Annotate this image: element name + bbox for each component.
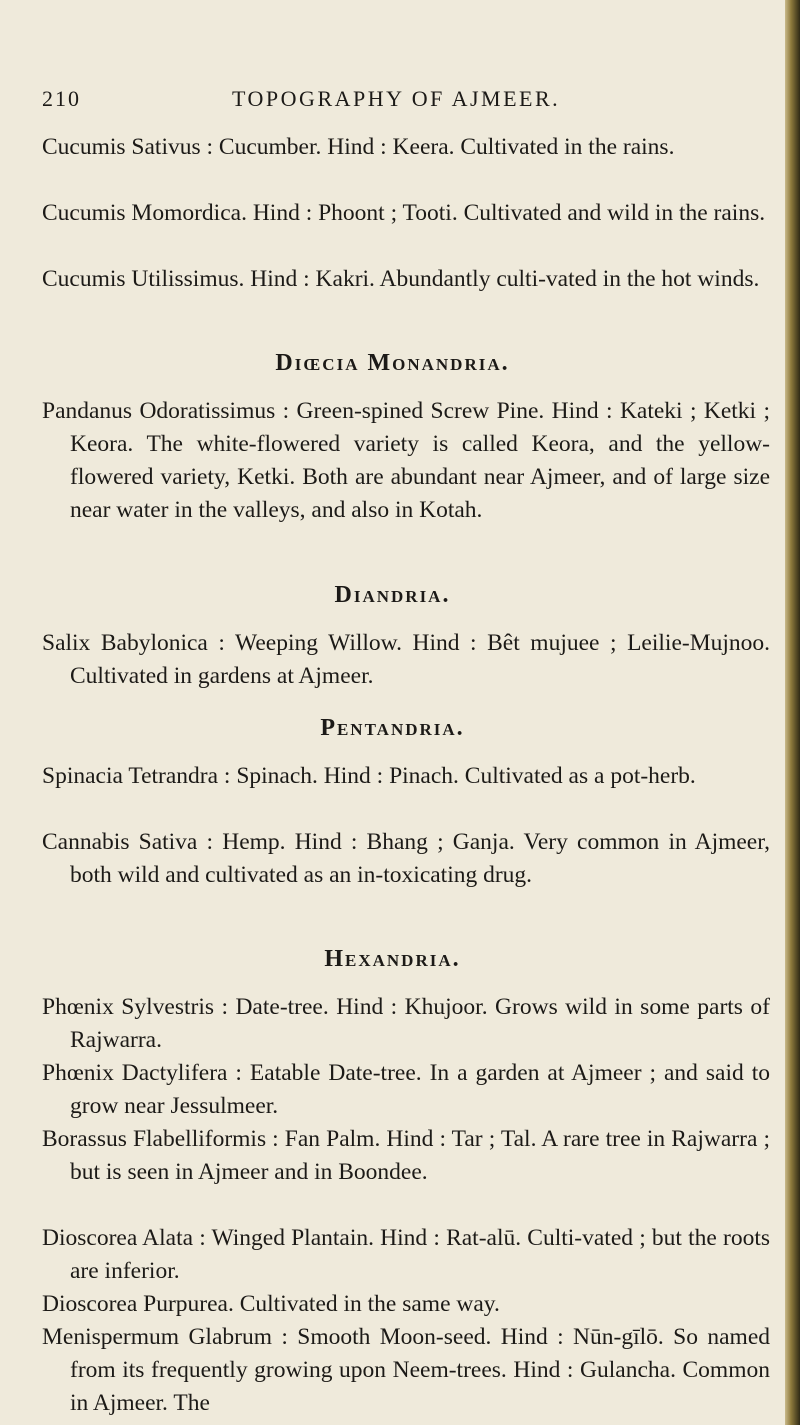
entry-cucumis-momordica: Cucumis Momordica. Hind : Phoont ; Tooti. Cultivated and wild in the rains. [42,200,766,226]
running-title: TOPOGRAPHY OF AJMEER. [232,86,561,111]
entry-dioscorea-purpurea: Dioscorea Purpurea. Cultivated in the same way. [42,1291,500,1317]
entry-phoenix-dactylifera: Phœnix Dactylifera : Eatable Date-tree. In a garden at Ajmeer ; and said to grow near Jessulmeer. [42,1060,770,1119]
page-number: 210 [42,86,81,111]
entry-cucumis-utilissimus: Cucumis Utilissimus. Hind : Kakri. Abundantly culti-vated in the hot winds. [42,266,760,292]
entry-cucumis-sativus: Cucumis Sativus : Cucumber. Hind : Keera. Cultivated in the rains. [42,134,675,160]
entry-dioscorea-alata: Dioscorea Alata : Winged Plantain. Hind : Rat-alū. Culti-vated ; but the roots are inferior. [42,1225,770,1284]
page-edge [785,0,800,1425]
entry-salix: Salix Babylonica : Weeping Willow. Hind : Bêt mujuee ; Leilie-Mujnoo. Cultivated in gardens at Ajmeer. [42,630,770,689]
entry-menispermum: Menispermum Glabrum : Smooth Moon-seed. Hind : Nūn-gīlō. So named from its frequently growing upon Neem-trees. Hind : Gulancha. Common in Ajmeer. The [42,1324,770,1416]
running-header [42,86,742,116]
section-heading-diandria: Diandria. [334,582,451,608]
section-heading-dioecia-monandria: Diœcia Monandria. [275,350,510,376]
entry-phoenix-sylvestris: Phœnix Sylvestris : Date-tree. Hind : Khujoor. Grows wild in some parts of Rajwarra. [42,994,770,1053]
entry-pandanus: Pandanus Odoratissimus : Green-spined Screw Pine. Hind : Kateki ; Ketki ; Keora. The white-flowered variety is called Keora, and the yellow-flowered variety, Ketki. Both are abundant near Ajmeer, and of large size near water in the valleys, and also in Kotah. [42,398,770,523]
entry-cannabis: Cannabis Sativa : Hemp. Hind : Bhang ; Ganja. Very common in Ajmeer, both wild and cultivated as an in-toxicating drug. [42,829,770,888]
section-heading-pentandria: Pentandria. [320,715,465,741]
section-heading-hexandria: Hexandria. [324,946,461,972]
entry-spinacia: Spinacia Tetrandra : Spinach. Hind : Pinach. Cultivated as a pot-herb. [42,763,696,789]
entry-borassus: Borassus Flabelliformis : Fan Palm. Hind : Tar ; Tal. A rare tree in Rajwarra ; but is seen in Ajmeer and in Boondee. [42,1126,770,1185]
